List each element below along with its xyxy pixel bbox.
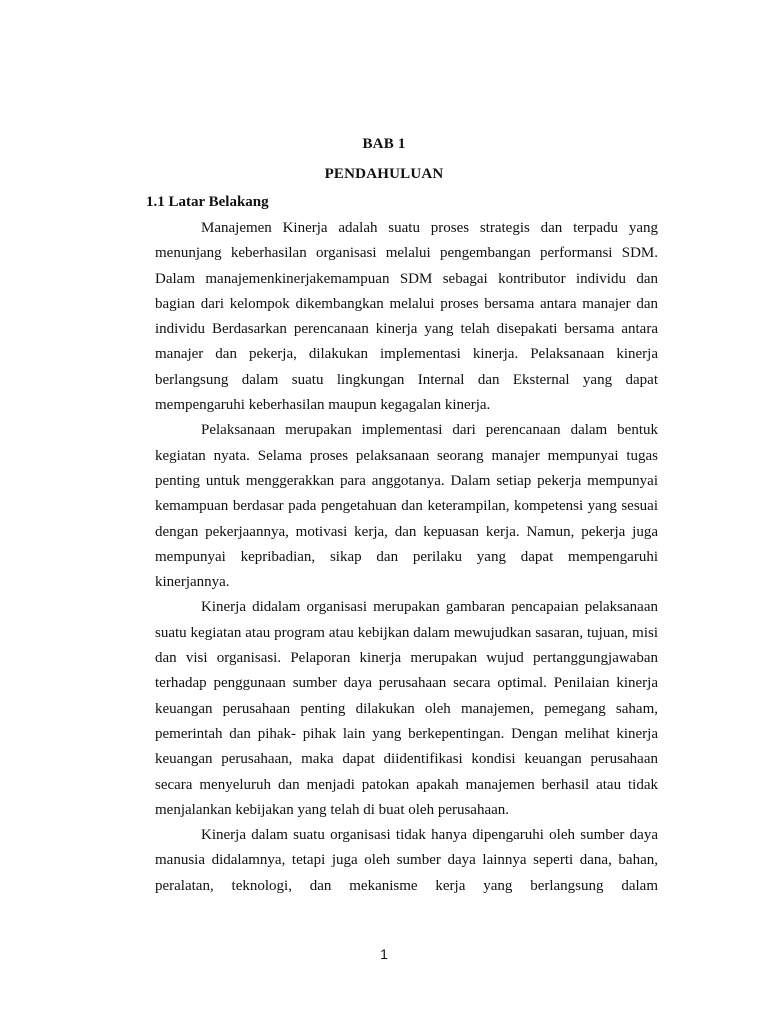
section-heading: 1.1 Latar Belakang [146, 194, 269, 210]
chapter-title: PENDAHULUAN [324, 166, 444, 182]
paragraph-4: Kinerja dalam suatu organisasi tidak hanya dipengaruhi oleh sumber daya manusia didalamnya, tetapi juga oleh sumber daya lainnya seperti dana, bahan, peralatan, teknologi, dan mekanisme kerja yang berlangsung dalam [155, 827, 658, 894]
chapter-heading: BAB 1 [362, 136, 406, 152]
paragraph-1: Manajemen Kinerja adalah suatu proses strategis dan terpadu yang menunjang keberhasilan organisasi melalui pengembangan performansi SDM. Dalam manajemenkinerjakemampuan SDM sebagai kontributor individu dan bagian dari kelompok dikembangkan melalui proses bersama antara manajer dan individu Berdasarkan perencanaan kinerja yang telah disepakati bersama antara manajer dan pekerja, dilakukan implementasi kinerja. Pelaksanaan kinerja berlangsung dalam suatu lingkungan Internal dan Eksternal yang dapat mempengaruhi keberhasilan maupun kegagalan kinerja. [155, 220, 658, 414]
paragraph-3: Kinerja didalam organisasi merupakan gambaran pencapaian pelaksanaan suatu kegiatan atau program atau kebijkan dalam mewujudkan sasaran, tujuan, misi dan visi organisasi. Pelaporan kinerja merupakan wujud pertanggungjawaban terhadap penggunaan sumber daya perusahaan secara optimal. Penilaian kinerja keuangan perusahaan penting dilakukan oleh manajemen, pemegang saham, pemerintah dan pihak- pihak lain yang berkepentingan. Dengan melihat kinerja keuangan perusahaan, maka dapat diidentifikasi kondisi keuangan perusahaan secara menyeluruh dan menjadi patokan apakah manajemen berhasil atau tidak menjalankan kebijakan yang telah di buat oleh perusahaan. [155, 599, 658, 818]
body-text [155, 216, 658, 899]
page-number: 1 [380, 946, 388, 962]
paragraph-2: Pelaksanaan merupakan implementasi dari perencanaan dalam bentuk kegiatan nyata. Selama proses pelaksanaan seorang manajer mempunyai tugas penting untuk menggerakkan para anggotanya. Dalam setiap pekerja mempunyai kemampuan berdasar pada pengetahuan dan keterampilan, kompetensi yang sesuai dengan pekerjaannya, motivasi kerja, dan kepuasan kerja. Namun, pekerja juga mempunyai kepribadian, sikap dan perilaku yang dapat mempengaruhi kinerjannya. [155, 422, 658, 591]
